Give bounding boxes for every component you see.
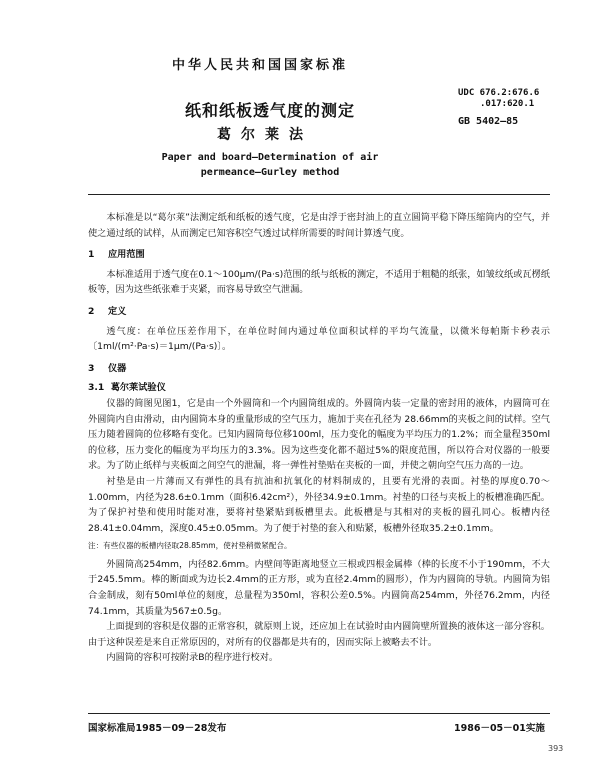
method-title: 葛尔莱法 xyxy=(217,127,313,143)
section-1-heading xyxy=(88,247,550,263)
udc-line-2: .017:620.1 xyxy=(480,99,535,109)
intro-paragraph: 本标准是以“葛尔莱”法测定纸和纸板的透气度，它是由浮于密封油上的直立圆筒平稳下降压缩筒内的空气，并使之通过纸的试样，从而测定已知容积空气透过试样所需要的时间计算透气度。 xyxy=(88,212,550,239)
section-3-para-3: 外圆筒高254mm，内径82.6mm。内壁间等距离地竖立三根或四根金属棒（棒的长度不小于190mm，不大于245.5mm。棒的断面或为边长2.4mm的正方形，或为直径2.4mm的圆形），作为内圆筒的导轨。内圆筒为铝合金制成，刻有50ml单位的刻度，总量程为350ml，容积公差0.5%。内圆筒高254mm，外径76.2mm，内径74.1mm，其质量为567±0.5g。 xyxy=(88,558,550,617)
section-3-1-heading xyxy=(88,380,550,396)
page-number: 393 xyxy=(548,744,564,753)
standard-title: 中华人民共和国国家标准 xyxy=(171,58,348,73)
section-3-note: 注：有些仪器的板槽内径取28.85mm，使衬垫稍微紧配合。 xyxy=(88,541,292,551)
effective-date: 1986－05－01实施 xyxy=(454,723,545,734)
english-title-line-2: permeance—Gurley method xyxy=(200,167,340,178)
section-3-para-5: 内圆筒的容积可按附录B的程序进行校对。 xyxy=(106,652,279,664)
section-3-para-4: 上面提到的容积是仪器的正常容积，就原则上说，还应加上在试验时由内圆筒壁所置换的液体这一部分容积。由于这种误差是来自正常原因的，对所有的仪器都是共有的，因而实际上被略去不计。 xyxy=(88,621,550,648)
section-1-text: 本标准适用于透气度在0.1～100μm/(Pa·s)范围的纸与纸板的测定，不适用于粗糙的纸张，如皱纹纸或瓦楞纸板等，因为这些纸张难于夹紧，而容易导致空气泄漏。 xyxy=(88,268,550,296)
section-3-para-2: 衬垫是由一片薄而又有弹性的具有抗油和抗氧化的材料制成的，且要有光滑的表面。衬垫的厚度0.70～1.00mm，内径为28.6±0.1mm（面积6.42cm²），外径34.9±0.1mm。衬垫的口径与夹板上的板槽准确匹配。为了保护衬垫和使用时能对准，要将衬垫紧贴到板槽里去。此板槽是与其相对的夹板的圆孔同心。板槽内径28.41±0.04mm，深度0.45±0.05mm。为了便于衬垫的套入和贴紧，板槽外径取35.2±0.1mm。 xyxy=(88,475,550,534)
section-2-text: 透气度：在单位压差作用下，在单位时间内通过单位面积试样的平均气流量，以微米每帕斯卡秒表示〔1ml/(m²·Pa·s)＝1μm/(Pa·s)〕。 xyxy=(88,325,550,353)
gb-code: GB 5402—85 xyxy=(458,116,519,127)
udc-line-1: UDC 676.2:676.6 xyxy=(458,88,540,98)
section-3-number: 3 xyxy=(88,362,95,374)
issue-date: 国家标准局1985－09－28发布 xyxy=(88,723,227,734)
section-3-heading xyxy=(88,361,550,377)
section-1-title: 应用范围 xyxy=(108,249,145,261)
document-title: 纸和纸板透气度的测定 xyxy=(184,101,355,120)
english-title xyxy=(0,150,540,180)
section-3-1-number: 3.1 xyxy=(88,382,105,394)
section-1-number: 1 xyxy=(88,249,95,261)
section-2-title: 定义 xyxy=(108,305,127,317)
bottom-divider xyxy=(88,713,550,714)
english-title-line-1: Paper and board—Determination of air xyxy=(161,152,379,163)
top-divider xyxy=(88,194,550,195)
document-body xyxy=(88,210,550,666)
section-3-para-1: 仪器的简图见图1，它是由一个外圆筒和一个内圆筒组成的。外圆筒内装一定量的密封用的液体，内圆筒可在外圆筒内自由滑动，由内圆筒本身的重量形成的空气压力，施加于夹在孔径为 28.66mm的夹板之间的试样。空气压力随着圆筒的位移略有变化。已知内圆筒每位移100ml，压力变化的幅度为平均压力的1.2%；而全量程350ml的位移，压力变化的幅度为平均压力的3.3%。因为这些变化都不超过5%的限度范围，所以符合对仪器的一般要求。为了防止纸样与夹板面之间空气的泄漏，将一弹性衬垫贴在夹板的一面，并使之朝向空气压力高的一边。 xyxy=(88,397,550,472)
section-2-number: 2 xyxy=(88,305,95,317)
section-2-heading xyxy=(88,304,550,320)
section-3-title: 仪器 xyxy=(108,362,127,374)
section-3-1-title: 葛尔莱试验仪 xyxy=(110,382,166,394)
